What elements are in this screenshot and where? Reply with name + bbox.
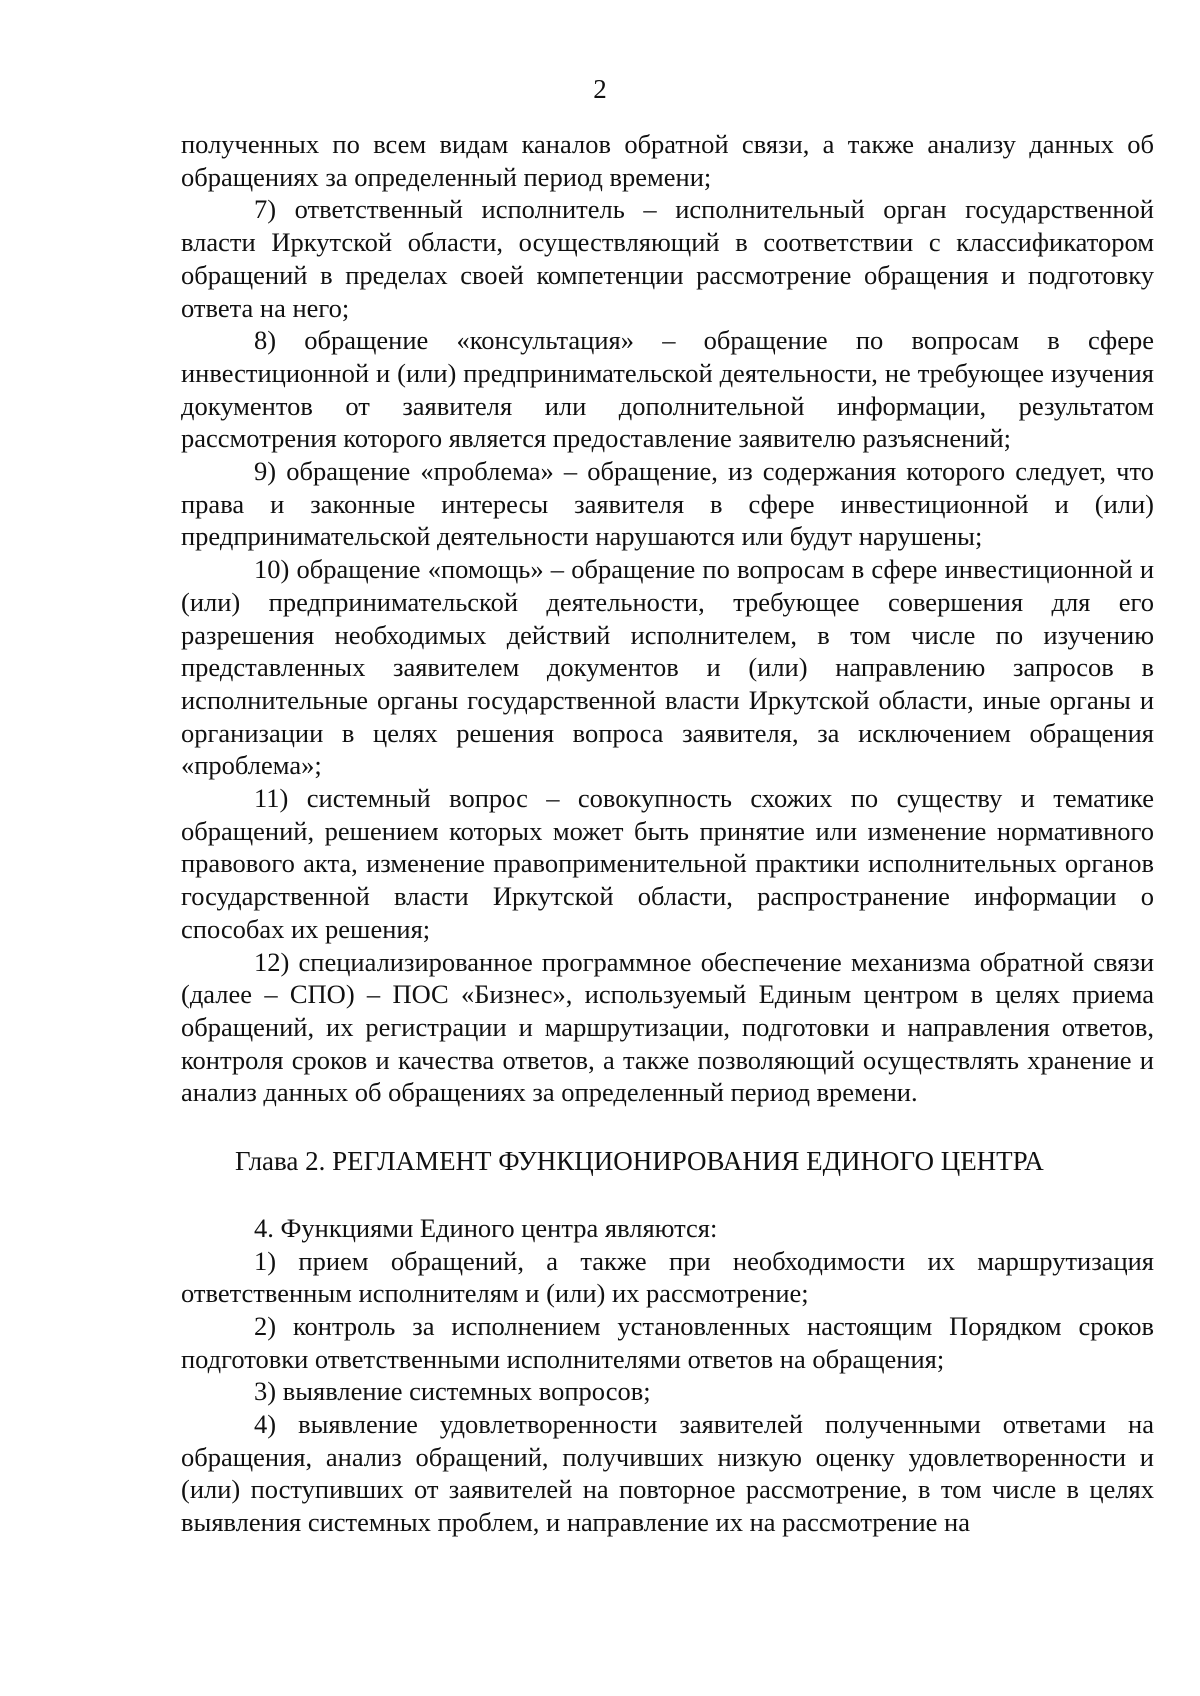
paragraph-item-7: 7) ответственный исполнитель – исполнительный орган государственной власти Иркутской области, осуществляющий в соответствии с классификатором обращений в пределах своей компетенции рассмотрение обращения и подготовку ответа на него; (181, 194, 1154, 323)
document-body (181, 128, 1154, 1539)
paragraph-section-4: 4. Функциями Единого центра являются: (254, 1212, 718, 1243)
paragraph-function-2: 2) контроль за исполнением установленных настоящим Порядком сроков подготовки ответственными исполнителями ответов на обращения; (181, 1310, 1154, 1374)
paragraph-function-1: 1) прием обращений, а также при необходимости их маршрутизация ответственным исполнителям и (или) их рассмотрение; (181, 1245, 1154, 1309)
paragraph-function-4: 4) выявление удовлетворенности заявителей полученными ответами на обращения, анализ обращений, получивших низкую оценку удовлетворенности и (или) поступивших от заявителей на повторное рассмотрение, в том числе в целях выявления системных проблем, и направление их на рассмотрение на (181, 1409, 1154, 1538)
paragraph-item-8: 8) обращение «консультация» – обращение по вопросам в сфере инвестиционной и (или) предпринимательской деятельности, не требующее изучения документов от заявителя или дополнительной информации, результатом рассмотрения которого является предоставление заявителю разъяснений; (181, 325, 1154, 454)
paragraph-item-10: 10) обращение «помощь» – обращение по вопросам в сфере инвестиционной и (или) предпринимательской деятельности, требующее совершения для его разрешения необходимых действий исполнителем, в том числе по изучению представленных заявителем документов и (или) направлению запросов в исполнительные органы государственной власти Иркутской области, иные органы и организации в целях решения вопроса заявителя, за исключением обращения «проблема»; (181, 554, 1154, 781)
paragraph-function-3: 3) выявление системных вопросов; (254, 1376, 651, 1407)
page-number: 2 (593, 74, 607, 104)
paragraph-item-11: 11) системный вопрос – совокупность схожих по существу и тематике обращений, решением которых может быть принятие или изменение нормативного правового акта, изменение правоприменительной практики исполнительных органов государственной власти Иркутской области, распространение информации о способах их решения; (181, 783, 1154, 944)
paragraph-item-12: 12) специализированное программное обеспечение механизма обратной связи (далее – СПО) – ПОС «Бизнес», используемый Единым центром в целях приема обращений, их регистрации и маршрутизации, подготовки и направления ответов, контроля сроков и качества ответов, а также позволяющий осуществлять хранение и анализ данных об обращениях за определенный период времени. (181, 946, 1154, 1108)
chapter-heading: Глава 2. РЕГЛАМЕНТ ФУНКЦИОНИРОВАНИЯ ЕДИНОГО ЦЕНТРА (235, 1146, 1044, 1177)
paragraph-continuation: полученных по всем видам каналов обратной связи, а также анализу данных об обращениях за определенный период времени; (181, 129, 1154, 192)
paragraph-item-9: 9) обращение «проблема» – обращение, из содержания которого следует, что права и законные интересы заявителя в сфере инвестиционной и (или) предпринимательской деятельности нарушаются или будут нарушены; (181, 456, 1154, 552)
